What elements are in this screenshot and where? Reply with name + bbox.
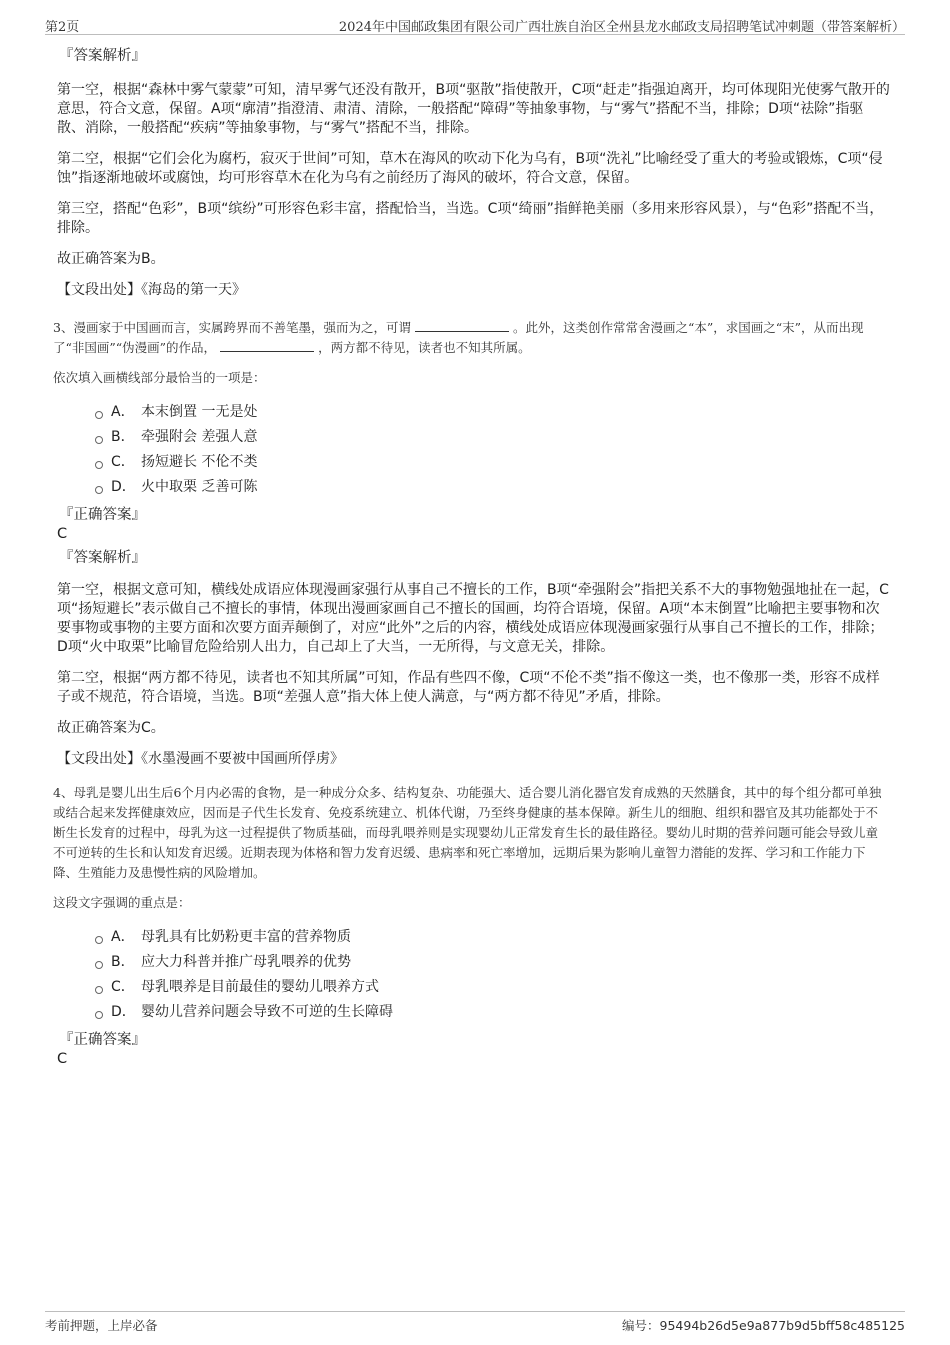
q3-text-part-1: 3、漫画家于中国画而言，实属跨界而不善笔墨，强而为之，可谓: [53, 320, 411, 335]
q2-analysis-paragraph-2: 第二空，根据“它们会化为腐朽，寂灭于世间”可知，草木在海风的吹动下化为乌有，B项“洗礼”比喻经受了重大的考验或锻炼，C项“侵蚀”指逐渐地破坏或腐蚀，均可形容草木在化为乌有之前经历了海风的破坏，符合文意，保留。: [57, 151, 883, 186]
option-text: 母乳具有比奶粉更丰富的营养物质: [141, 929, 351, 945]
q3-source: 【文段出处】《水墨漫画不要被中国画所俘虏》: [57, 751, 344, 767]
option-letter: A．: [111, 929, 135, 945]
q4-options: [95, 925, 890, 1025]
q3-analysis-paragraph-1: 第一空，根据文意可知，横线处成语应体现漫画家强行从事自己不擅长的工作，B项“牵强附会”指把关系不大的事物勉强地扯在一起，C项“扬短避长”表示做自己不擅长的事情，体现出漫画家画自己不擅长的国画，均符合语境，保留。A项“本末倒置”比喻把主要事物和次要事物或事物的主要方面和次要方面弄颠倒了，对应“此外”之后的内容，横线处成语应体现漫画家强行从事自己不擅长的工作，排除；D项“火中取栗”比喻冒危险给别人出力，自己却上了大当，一无所得，与文意无关，排除。: [57, 582, 889, 655]
radio-icon[interactable]: [95, 411, 103, 419]
radio-icon[interactable]: [95, 436, 103, 444]
q4-option-c[interactable]: [95, 975, 890, 1000]
page-number: 第2页: [45, 20, 80, 35]
q3-option-d[interactable]: [95, 475, 890, 500]
option-text: 牵强附会 差强人意: [141, 429, 258, 445]
radio-icon[interactable]: [95, 936, 103, 944]
q4-option-a[interactable]: [95, 925, 890, 950]
q2-analysis-label: 『答案解析』: [59, 48, 146, 64]
q3-analysis-paragraph-2: 第二空，根据“两方都不待见，读者也不知其所属”可知，作品有些四不像，C项“不伦不类”指不像这一类，也不像那一类，形容不成样子或不规范，符合语境，当选。B项“差强人意”指大体上使人满意，与“两方都不待见”矛盾，排除。: [57, 670, 880, 705]
q4-answer-label: 『正确答案』: [59, 1032, 146, 1048]
document-title: 2024年中国邮政集团有限公司广西壮族自治区全州县龙水邮政支局招聘笔试冲刺题（带答案解析）: [338, 20, 905, 35]
radio-icon[interactable]: [95, 486, 103, 494]
q2-analysis-paragraph-3: 第三空，搭配“色彩”，B项“缤纷”可形容色彩丰富，搭配恰当，当选。C项“绮丽”指鲜艳美丽（多用来形容风景），与“色彩”搭配不当，排除。: [57, 201, 884, 236]
option-letter: B．: [111, 954, 135, 970]
q3-option-a[interactable]: [95, 400, 890, 425]
page-content: [53, 46, 890, 1073]
q2-source: 【文段出处】《海岛的第一天》: [57, 282, 246, 298]
q3-text-part-3: ，两方都不待见，读者也不知其所属。: [318, 340, 531, 355]
q3-answer: C: [57, 526, 68, 542]
q4-answer: C: [57, 1051, 68, 1067]
q2-analysis-paragraph-1: 第一空，根据“森林中雾气蒙蒙”可知，清早雾气还没有散开，B项“驱散”指使散开，C项“赶走”指强迫离开，均可体现阳光使雾气散开的意思，符合文意，保留。A项“廓清”指澄清、肃清、清除，一般搭配“障碍”等抽象事物，与“雾气”搭配不当，排除；D项“祛除”指驱散、消除，一般搭配“疾病”等抽象事物，与“雾气”搭配不当，排除。: [57, 82, 890, 136]
q2-conclusion: 故正确答案为B。: [57, 251, 165, 267]
option-text: 婴幼儿营养问题会导致不可逆的生长障碍: [141, 1004, 393, 1020]
q3-question-text: [53, 318, 890, 358]
option-letter: A．: [111, 404, 135, 420]
footer-slogan: 考前押题，上岸必备: [45, 1318, 158, 1333]
radio-icon[interactable]: [95, 1011, 103, 1019]
radio-icon[interactable]: [95, 461, 103, 469]
radio-icon[interactable]: [95, 986, 103, 994]
q3-option-c[interactable]: [95, 450, 890, 475]
radio-icon[interactable]: [95, 961, 103, 969]
q3-options: [95, 400, 890, 500]
q3-blank-1: [415, 318, 509, 332]
q4-question-text: 4、母乳是婴儿出生后6个月内必需的食物，是一种成分众多、结构复杂、功能强大、适合婴儿消化器官发育成熟的天然膳食，其中的每个组分都可单独或结合起来发挥健康效应，因而是子代生长发育、免疫系统建立、机体代谢，乃至终身健康的基本保障。新生儿的细胞、组织和器官及其功能都处于不断生长发育的过程中，母乳为这一过程提供了物质基础，而母乳喂养则是实现婴幼儿正常发育生长的最佳路径。婴幼儿时期的营养问题可能会导致儿童不可逆转的生长和认知发育迟缓。近期表现为体格和智力发育迟缓、患病率和死亡率增加，远期后果为影响儿童智力潜能的发挥、学习和工作能力下降、生殖能力及患慢性病的风险增加。: [53, 785, 882, 880]
q3-conclusion: 故正确答案为C。: [57, 720, 165, 736]
q4-option-d[interactable]: [95, 1000, 890, 1025]
option-letter: D．: [111, 479, 136, 495]
option-text: 扬短避长 不伦不类: [141, 454, 258, 470]
q3-analysis-label: 『答案解析』: [59, 550, 146, 566]
page-header: [45, 16, 905, 35]
q3-blank-2: [220, 338, 314, 352]
q3-answer-label: 『正确答案』: [59, 507, 146, 523]
q4-option-b[interactable]: [95, 950, 890, 975]
q4-prompt: 这段文字强调的重点是：: [53, 895, 191, 910]
option-text: 本末倒置 一无是处: [141, 404, 258, 420]
q3-prompt: 依次填入画横线部分最恰当的一项是：: [53, 370, 266, 385]
page-footer: [45, 1311, 905, 1332]
option-letter: D．: [111, 1004, 136, 1020]
option-letter: C．: [111, 979, 135, 995]
document-id: 编号：95494b26d5e9a877b9d5bff58c485125: [622, 1318, 905, 1333]
q3-option-b[interactable]: [95, 425, 890, 450]
q3-text-part-2: 。此外，这类创作常常舍漫画之“本”，求国画之“末”，从而出现了“非国画”“伪漫画”的作品，: [53, 320, 864, 355]
option-letter: C．: [111, 454, 135, 470]
option-text: 应大力科普并推广母乳喂养的优势: [141, 954, 351, 970]
option-text: 火中取栗 乏善可陈: [141, 479, 258, 495]
option-text: 母乳喂养是目前最佳的婴幼儿喂养方式: [141, 979, 379, 995]
option-letter: B．: [111, 429, 135, 445]
